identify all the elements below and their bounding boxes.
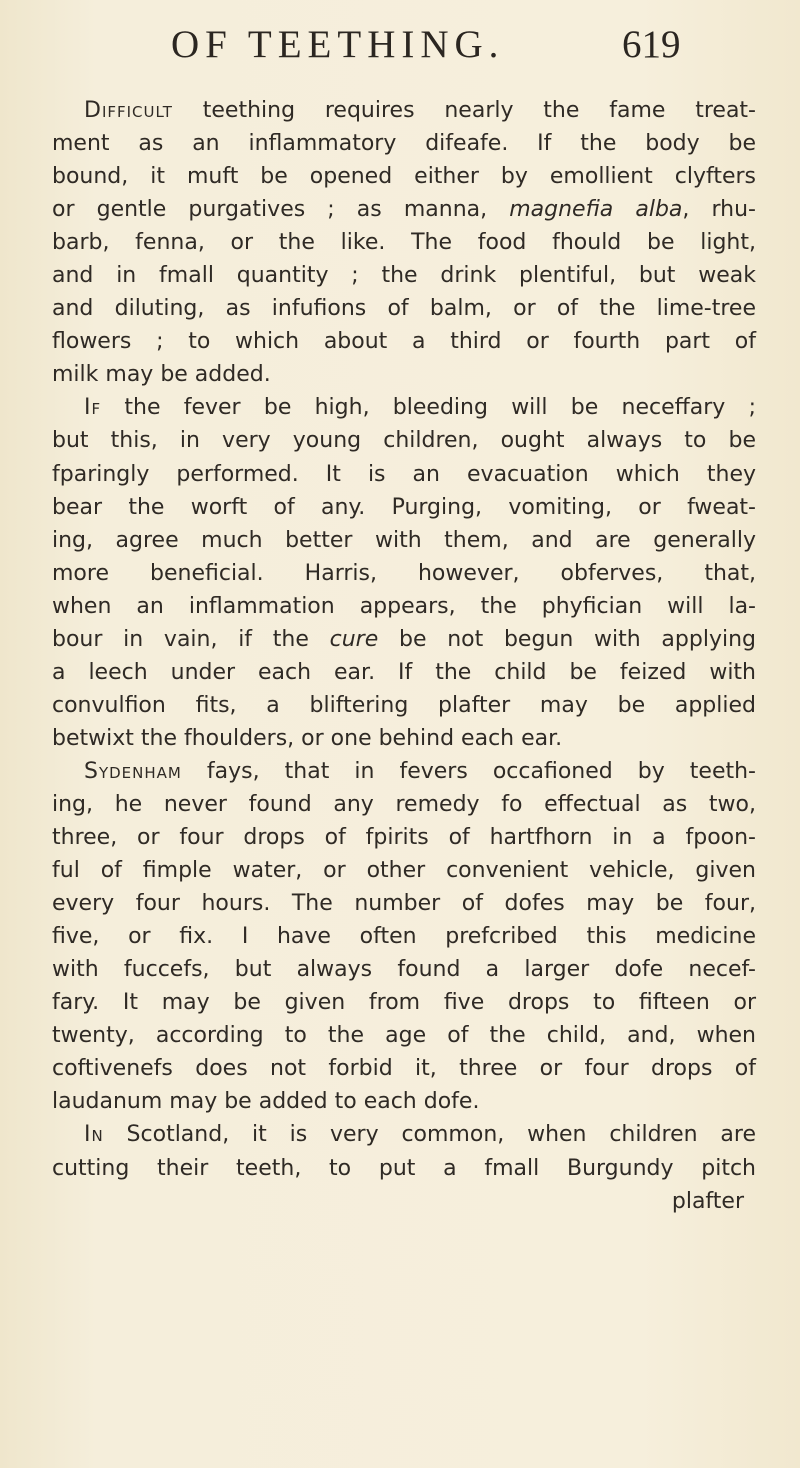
paragraph-4: [52, 1118, 756, 1184]
text-line: flowers ; to which about a third or fourth part of: [52, 329, 756, 355]
page-number: 619: [622, 23, 681, 66]
paragraph-2: [52, 391, 756, 755]
text-line: bour in vain, if the cure be not begun with applying: [52, 626, 756, 652]
text-line: or gentle purgatives ; as manna, magnefia alba, rhu-: [52, 197, 756, 223]
text-line: In Scotland, it is very common, when children are: [84, 1122, 756, 1148]
text-line: and in fmall quantity ; the drink plentiful, but weak: [52, 263, 756, 289]
small-caps-lead: Difficult: [84, 98, 173, 123]
text-line: betwixt the fhoulders, or one behind each ear.: [52, 725, 563, 751]
text-line: barb, fenna, or the like. The food fhould be light,: [52, 230, 756, 256]
text-line: convulfion fits, a bliftering plafter may be applied: [52, 692, 756, 718]
text-line: more beneficial. Harris, however, obferves, that,: [52, 560, 756, 586]
body-text: [52, 94, 756, 1218]
text-line: milk may be added.: [52, 362, 271, 388]
text-line: bound, it muft be opened either by emollient clyfters: [52, 164, 756, 190]
text-line: a leech under each ear. If the child be feized with: [52, 659, 756, 685]
text-line: when an inflammation appears, the phyfician will la-: [52, 593, 756, 619]
text-line: If the fever be high, bleeding will be neceffary ;: [84, 395, 756, 421]
text-line: three, or four drops of fpirits of hartfhorn in a fpoon-: [52, 825, 756, 851]
running-head: [0, 22, 800, 78]
text-line: five, or fix. I have often prefcribed this medicine: [52, 924, 756, 950]
text-line: ment as an inflammatory difeafe. If the body be: [52, 131, 756, 157]
text-line: ful of fimple water, or other convenient vehicle, given: [52, 858, 756, 884]
text-line: Difficult teething requires nearly the fame treat-: [84, 98, 756, 123]
text-line: Sydenham fays, that in fevers occafioned by teeth-: [84, 758, 756, 784]
paragraph-3: [52, 755, 756, 1119]
text-line: coftivenefs does not forbid it, three or four drops of: [52, 1056, 756, 1082]
running-title: OF TEETHING.: [171, 23, 505, 66]
small-caps-lead: In: [84, 1122, 104, 1148]
text-line: but this, in very young children, ought always to be: [52, 428, 756, 454]
text-line: every four hours. The number of dofes may be four,: [52, 891, 756, 917]
text-line: ing, he never found any remedy fo effectual as two,: [52, 791, 756, 817]
small-caps-lead: Sydenham: [84, 758, 182, 784]
text-line: fparingly performed. It is an evacuation which they: [52, 461, 756, 487]
small-caps-lead: If: [84, 395, 102, 421]
italic-term: cure: [329, 626, 379, 652]
catchword: plafter: [671, 1188, 744, 1214]
text-line: laudanum may be added to each dofe.: [52, 1089, 480, 1115]
text-line: and diluting, as infufions of balm, or of the lime-tree: [52, 296, 756, 322]
text-line: fary. It may be given from five drops to fifteen or: [52, 990, 756, 1016]
text-line: bear the worft of any. Purging, vomiting, or fweat-: [52, 494, 756, 520]
paragraph-1: [52, 94, 756, 391]
text-line: cutting their teeth, to put a fmall Burgundy pitch: [52, 1155, 756, 1181]
text-line: twenty, according to the age of the child, and, when: [52, 1023, 756, 1049]
italic-term: magnefia alba: [509, 197, 683, 223]
text-line: ing, agree much better with them, and are generally: [52, 527, 756, 553]
text-line: with fuccefs, but always found a larger dofe necef-: [52, 957, 756, 983]
